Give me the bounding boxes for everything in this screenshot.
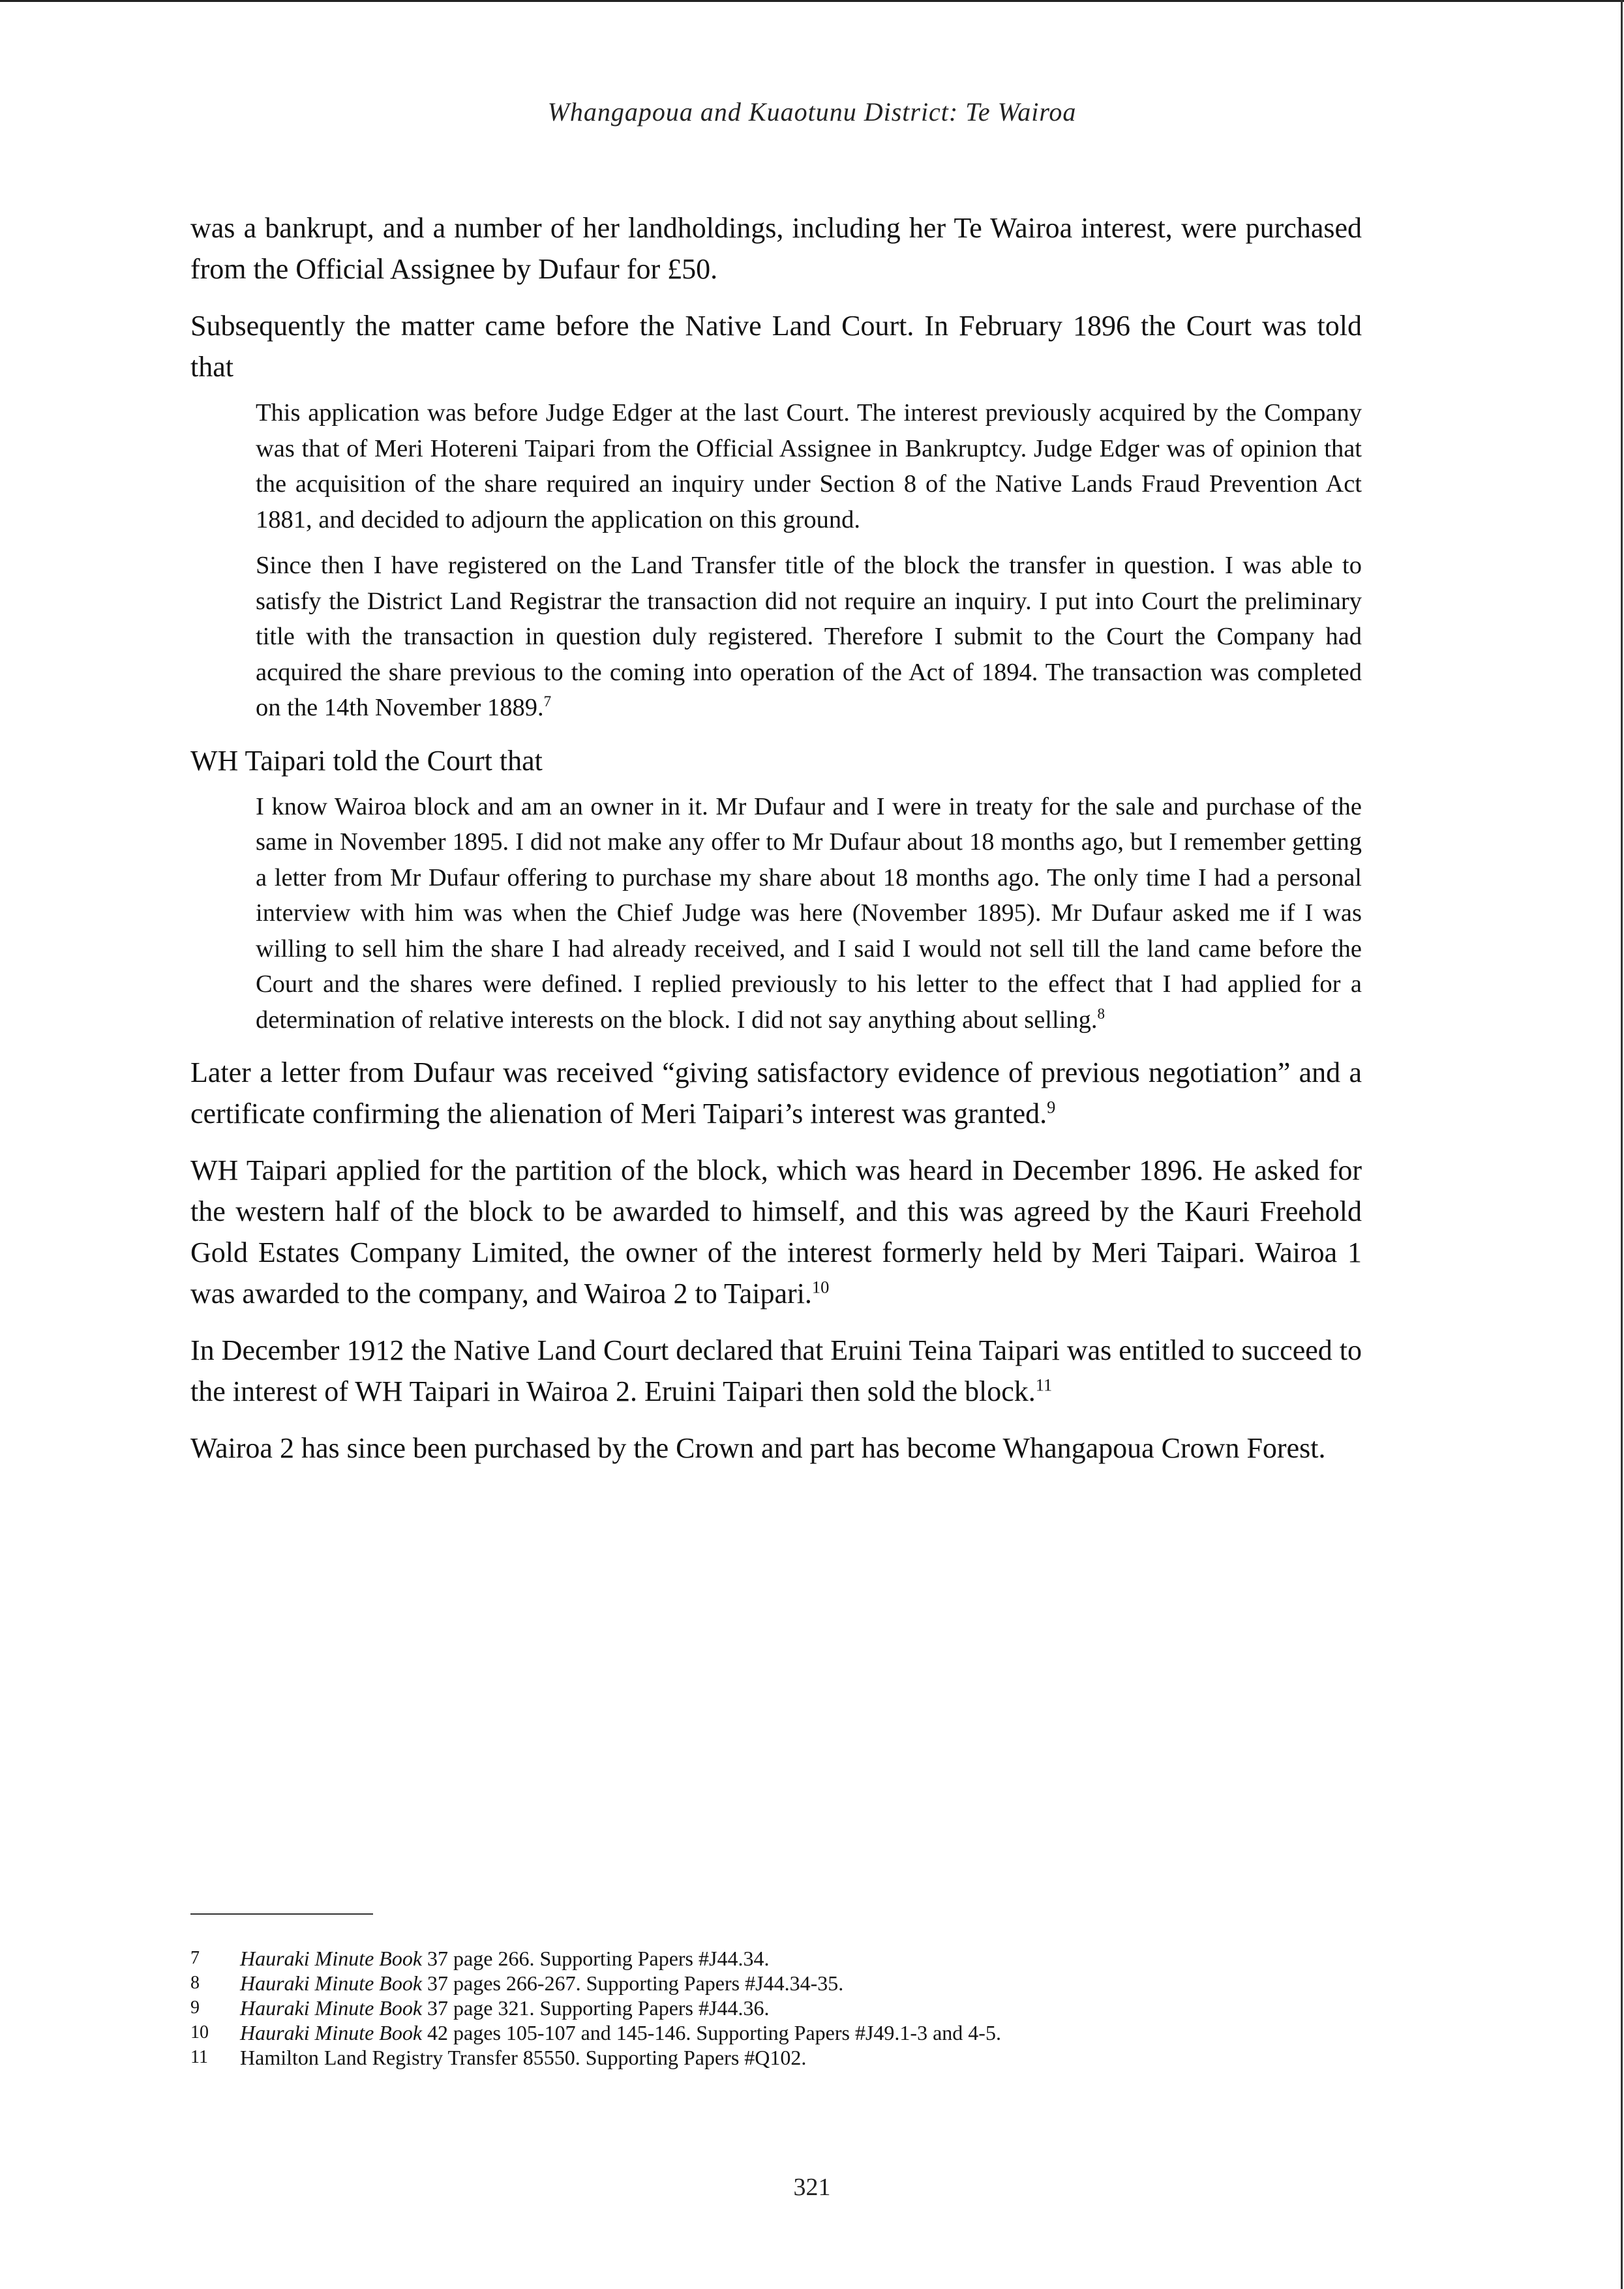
quote-1a-text: This application was before Judge Edger at the last Court. The interest previously acquired by the Company was that of Meri Hotereni Taipari from the Official Assignee in Bankruptcy. Judge Edger was of opinion that the acquisition of the share required an inquiry under Section 8 of the Native Lands Fraud Prevention Act 1881, and decided to adjourn the application on this ground.: [256, 399, 1362, 533]
footnote-number: 8: [190, 1973, 200, 1993]
footnote-text: [240, 1971, 843, 1996]
footnote-8: [190, 1971, 1362, 1996]
block-quote-2: [256, 789, 1362, 1038]
footnote-ref-11[interactable]: 11: [1035, 1375, 1053, 1395]
footnote-number: 10: [190, 2022, 209, 2042]
page-number: 321: [793, 2174, 831, 2201]
footnote-detail: 42 pages 105-107 and 145-146. Supporting Papers #J49.1-3 and 4-5.: [422, 2021, 1001, 2044]
footnote-10: [190, 2020, 1362, 2045]
paragraph-6: [190, 1330, 1362, 1412]
footnote-text: [240, 2045, 806, 2070]
running-head: Whangapoua and Kuaotunu District: Te Wairoa: [547, 97, 1077, 127]
paragraph-1-text: was a bankrupt, and a number of her landholdings, including her Te Wairoa interest, were purchased from the Official Assignee by Dufaur for £50.: [190, 212, 1362, 285]
footnote-detail: 37 pages 266-267. Supporting Papers #J44.34-35.: [422, 1971, 844, 1995]
footnote-number: 7: [190, 1948, 200, 1968]
paragraph-3-text: WH Taipari told the Court that: [190, 744, 543, 777]
right-border-line: [1621, 0, 1623, 2289]
quote-2-paragraph: [256, 789, 1362, 1038]
quote-1-paragraph-b: [256, 548, 1362, 726]
quote-1b-text: Since then I have registered on the Land Transfer title of the block the transfer in question. I was able to satisfy the District Land Registrar the transaction did not require an inquiry. I put into Court the preliminary title with the transaction in question duly registered. Therefore I submit to the Court the Company had acquired the share previous to the coming into operation of the Act of 1894. The transaction was completed on the 14th November 1889.: [256, 552, 1362, 721]
footnote-text: [240, 1996, 769, 2020]
paragraph-1: [190, 207, 1362, 290]
footnotes: [190, 1946, 1362, 2070]
paragraph-6-text: In December 1912 the Native Land Court declared that Eruini Teina Taipari was entitled to succeed to the interest of WH Taipari in Wairoa 2. Eruini Taipari then sold the block.: [190, 1334, 1362, 1407]
footnote-text: [240, 2020, 1001, 2045]
footnote-11: [190, 2045, 1362, 2070]
footnote-number: 11: [190, 2047, 208, 2067]
footnote-detail: 37 page 321. Supporting Papers #J44.36.: [422, 1996, 770, 2020]
footnote-7: [190, 1946, 1362, 1971]
footnote-source: Hauraki Minute Book: [240, 2021, 423, 2044]
paragraph-2-text: Subsequently the matter came before the Native Land Court. In February 1896 the Court was told that: [190, 310, 1362, 383]
paragraph-3: [190, 740, 1362, 781]
footnote-divider: [190, 1913, 373, 1915]
footnote-ref-8[interactable]: 8: [1097, 1004, 1105, 1022]
block-quote-1: [256, 395, 1362, 726]
paragraph-7-text: Wairoa 2 has since been purchased by the Crown and part has become Whangapoua Crown Forest.: [190, 1432, 1326, 1464]
footnote-detail: Hamilton Land Registry Transfer 85550. Supporting Papers #Q102.: [240, 2046, 807, 2069]
quote-2-text: I know Wairoa block and am an owner in it. Mr Dufaur and I were in treaty for the sale and purchase of the same in November 1895. I did not make any offer to Mr Dufaur about 18 months ago, but I remember getting a letter from Mr Dufaur offering to purchase my share about 18 months ago. The only time I had a personal interview with him was when the Chief Judge was here (November 1895). Mr Dufaur asked me if I was willing to sell him the share I had already received, and I said I would not sell till the land came before the Court and the shares were defined. I replied previously to his letter to the effect that I had applied for a determination of relative interests on the block. I did not say anything about selling.: [256, 792, 1362, 1034]
paragraph-4: [190, 1052, 1362, 1134]
paragraph-5-text: WH Taipari applied for the partition of the block, which was heard in December 1896. He asked for the western half of the block to be awarded to himself, and this was agreed by the Kauri Freehold Gold Estates Company Limited, the owner of the interest formerly held by Meri Taipari. Wairoa 1 was awarded to the company, and Wairoa 2 to Taipari.: [190, 1154, 1362, 1309]
footnote-source: Hauraki Minute Book: [240, 1947, 423, 1970]
top-border-line: [0, 0, 1624, 2]
footnote-detail: 37 page 266. Supporting Papers #J44.34.: [422, 1947, 770, 1970]
footnote-source: Hauraki Minute Book: [240, 1971, 423, 1995]
footnote-ref-7[interactable]: 7: [543, 693, 552, 710]
paragraph-5: [190, 1150, 1362, 1314]
footnote-text: [240, 1946, 769, 1971]
footnote-number: 9: [190, 1997, 200, 2018]
footnote-source: Hauraki Minute Book: [240, 1996, 423, 2020]
paragraph-7: [190, 1428, 1362, 1469]
footnote-9: [190, 1996, 1362, 2020]
paragraph-2: [190, 305, 1362, 387]
footnote-ref-10[interactable]: 10: [811, 1277, 830, 1297]
footnote-ref-9[interactable]: 9: [1047, 1097, 1056, 1117]
quote-1-paragraph-a: [256, 395, 1362, 537]
paragraph-4-text: Later a letter from Dufaur was received “giving satisfactory evidence of previous negotiation” and a certificate confirming the alienation of Meri Taipari’s interest was granted.: [190, 1056, 1362, 1130]
main-text: [190, 207, 1362, 1484]
